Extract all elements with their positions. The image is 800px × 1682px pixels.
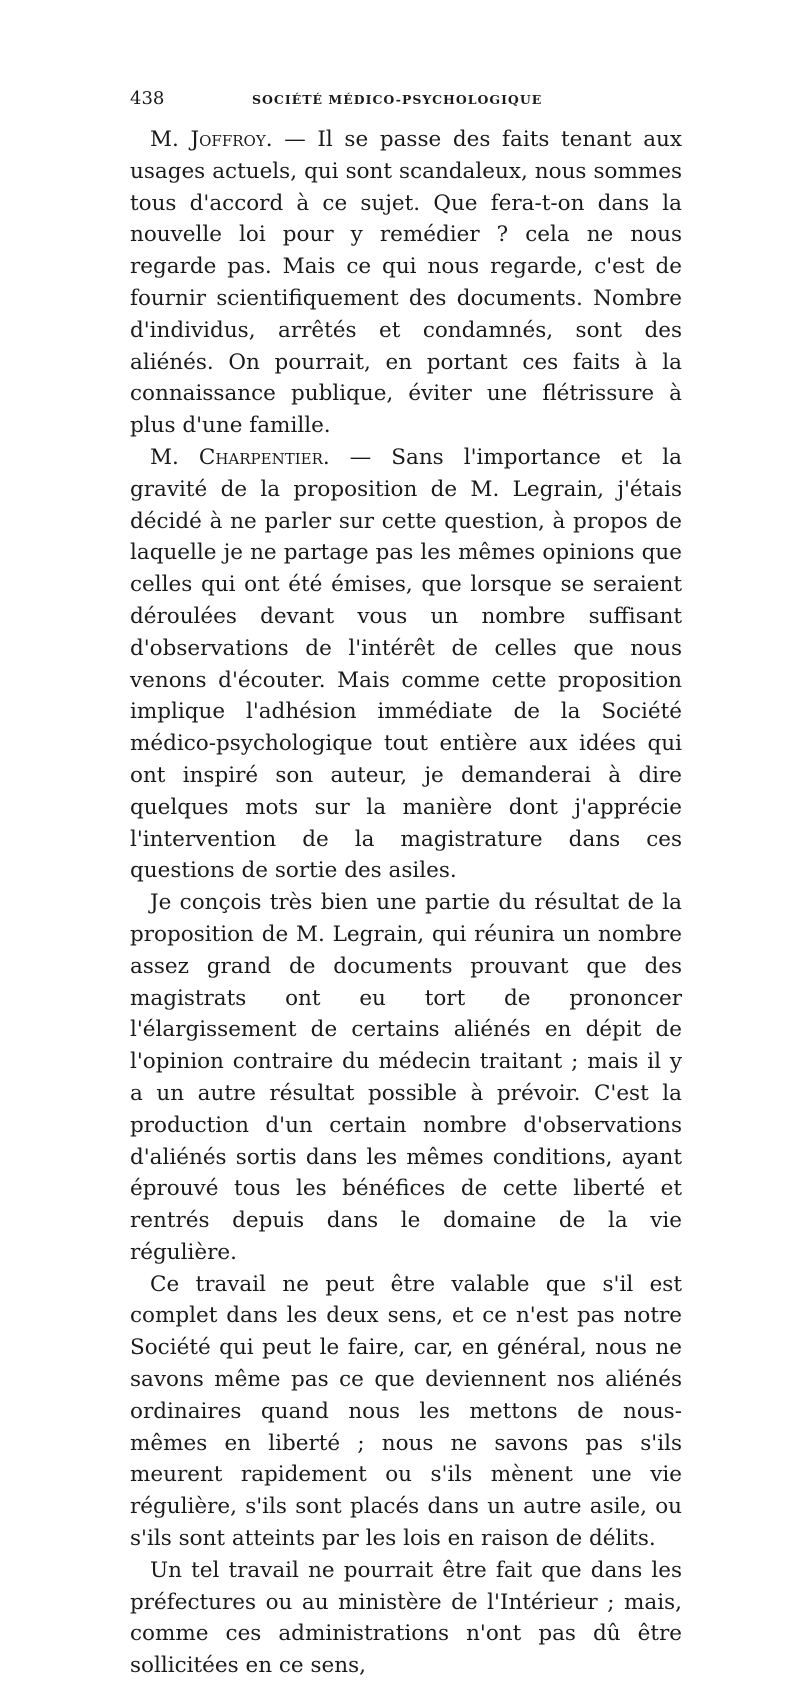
paragraph-charpentier — [130, 442, 682, 887]
paragraph-text-block — [130, 1269, 682, 1555]
paragraph-text: Je conçois très bien une partie du résultat de la proposition de M. Legrain, qui réunira un nombre assez grand de documents prouvant que des magistrats ont eu tort de prononcer l'élargissement de certains aliénés en dépit de l'opinion contraire du médecin traitant ; mais il y a un autre résultat possible à prévoir. C'est la production d'un certain nombre d'observations d'aliénés sortis dans les mêmes conditions, ayant éprouvé tous les bénéfices de cette liberté et rentrés depuis dans le domaine de la vie régulière. — [130, 890, 682, 1265]
paragraph-text: — Sans l'importance et la gravité de la proposition de M. Legrain, j'étais décidé à ne parler sur cette question, à propos de laquelle je ne partage pas les mêmes opinions que celles qui ont été émises, que lorsque se seraient déroulées devant vous un nombre suffisant d'observations de l'intérêt de celles que nous venons d'écouter. Mais comme cette proposition implique l'adhésion immédiate de la Société médico-psychologique tout entière aux idées qui ont inspiré son auteur, je demanderai à dire quelques mots sur la manière dont j'apprécie l'intervention de la magistrature dans ces questions de sortie des asiles. — [130, 444, 682, 884]
page-number: 438 — [130, 88, 165, 109]
speaker-name: M. Joffroy. — [150, 127, 273, 152]
paragraph-text: Ce travail ne peut être valable que s'il est complet dans les deux sens, et ce n'est pas notre Société qui peut le faire, car, en général, nous ne savons même pas ce que deviennent nos aliénés ordinaires quand nous les mettons de nous-mêmes en liberté ; nous ne savons pas s'ils meurent rapidement ou s'ils mènent une vie régulière, s'ils sont placés dans un autre asile, ou s'ils sont atteints par les lois en raison de délits. — [130, 1271, 682, 1552]
book-page — [130, 88, 682, 1682]
paragraph-joffroy — [130, 124, 682, 442]
page-header — [130, 88, 682, 124]
speaker-name: M. Charpentier. — [150, 444, 330, 470]
paragraph-text: — Il se passe des faits tenant aux usages actuels, qui sont scandaleux, nous sommes tous d'accord à ce sujet. Que fera-t-on dans la nouvelle loi pour y remédier ? cela ne nous regarde pas. Mais ce qui nous regarde, c'est de fournir scientifiquement des documents. Nombre d'individus, arrêtés et condamnés, sont des aliénés. On pourrait, en portant ces faits à la connaissance publique, éviter une flétrissure à plus d'une famille. — [130, 127, 682, 439]
running-title: SOCIÉTÉ MÉDICO-PSYCHOLOGIQUE — [252, 92, 543, 107]
paragraph-text-block — [130, 1555, 682, 1682]
paragraph-text: Un tel travail ne pourrait être fait que dans les préfectures ou au ministère de l'Intérieur ; mais, comme ces administrations n'ont pas dû être sollicitées en ce sens, — [130, 1557, 682, 1679]
paragraph-text-block — [130, 887, 682, 1269]
